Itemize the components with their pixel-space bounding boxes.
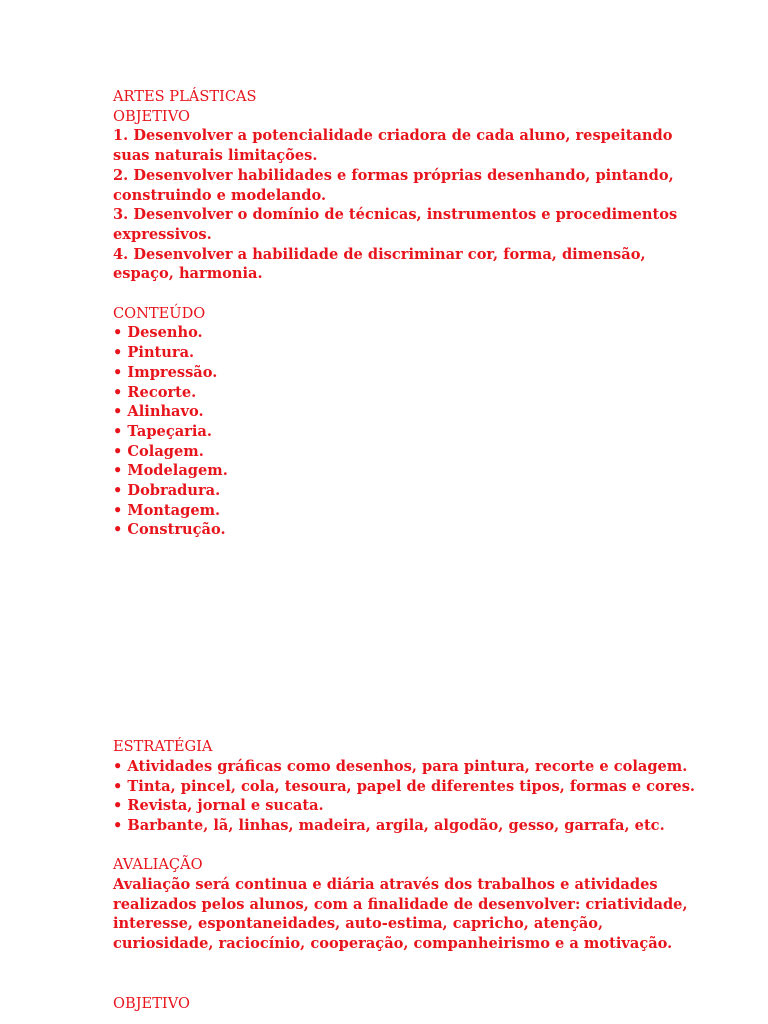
objetivo-line: espaço, harmonia. xyxy=(113,265,263,283)
list-item: • Impressão. xyxy=(113,363,673,383)
list-item: • Recorte. xyxy=(113,383,673,403)
list-item: • Atividades gráficas como desenhos, para pintura, recorte e colagem. xyxy=(113,757,673,777)
spacer xyxy=(113,540,673,737)
document-body xyxy=(113,87,696,1014)
objetivo-line: 4. Desenvolver a habilidade de discriminar cor, forma, dimensão, xyxy=(113,245,646,263)
list-item: • Tapeçaria. xyxy=(113,422,673,442)
estrategia-section xyxy=(113,737,696,836)
spacer xyxy=(113,954,673,994)
list-item: • Construção. xyxy=(113,520,673,540)
avaliacao-line: interesse, espontaneidades, auto-estima, capricho, atenção, xyxy=(113,915,604,933)
objetivo2-heading: OBJETIVO xyxy=(113,994,190,1012)
estrategia-list xyxy=(113,757,696,836)
list-item: • Colagem. xyxy=(113,442,673,462)
spacer xyxy=(113,284,673,304)
objetivo-line: 3. Desenvolver o domínio de técnicas, instrumentos e procedimentos xyxy=(113,206,678,224)
list-item: • Alinhavo. xyxy=(113,402,673,422)
list-item: • Pintura. xyxy=(113,343,673,363)
estrategia-heading: ESTRATÉGIA xyxy=(113,738,213,756)
objetivo-line: expressivos. xyxy=(113,225,212,243)
objetivo-heading: OBJETIVO xyxy=(113,107,190,125)
conteudo-section xyxy=(113,304,673,540)
list-item: • Tinta, pincel, cola, tesoura, papel de diferentes tipos, formas e cores. xyxy=(113,777,673,797)
avaliacao-section xyxy=(113,855,688,954)
avaliacao-line: Avaliação será continua e diária através dos trabalhos e atividades xyxy=(113,876,658,894)
list-item: • Montagem. xyxy=(113,501,673,521)
list-item: • Dobradura. xyxy=(113,481,673,501)
conteudo-list xyxy=(113,323,673,540)
document-title: ARTES PLÁSTICAS xyxy=(113,88,257,105)
avaliacao-heading: AVALIAÇÃO xyxy=(113,856,203,874)
list-item: • Barbante, lã, linhas, madeira, argila, algodão, gesso, garrafa, etc. xyxy=(113,816,673,836)
conteudo-heading: CONTEÚDO xyxy=(113,304,206,322)
objetivo-line: 2. Desenvolver habilidades e formas próprias desenhando, pintando, xyxy=(113,166,674,184)
avaliacao-line: curiosidade, raciocínio, cooperação, companheirismo e a motivação. xyxy=(113,935,673,953)
avaliacao-line: realizados pelos alunos, com a finalidade de desenvolver: criatividade, xyxy=(113,895,688,913)
spacer xyxy=(113,836,673,856)
objetivo-line: suas naturais limitações. xyxy=(113,147,318,165)
list-item: • Modelagem. xyxy=(113,461,673,481)
objetivo-line: construindo e modelando. xyxy=(113,186,327,204)
artes-section xyxy=(113,87,678,284)
list-item: • Revista, jornal e sucata. xyxy=(113,796,673,816)
objetivo-line: 1. Desenvolver a potencialidade criadora de cada aluno, respeitando xyxy=(113,127,673,145)
list-item: • Desenho. xyxy=(113,323,673,343)
objetivo2-section xyxy=(113,994,673,1014)
